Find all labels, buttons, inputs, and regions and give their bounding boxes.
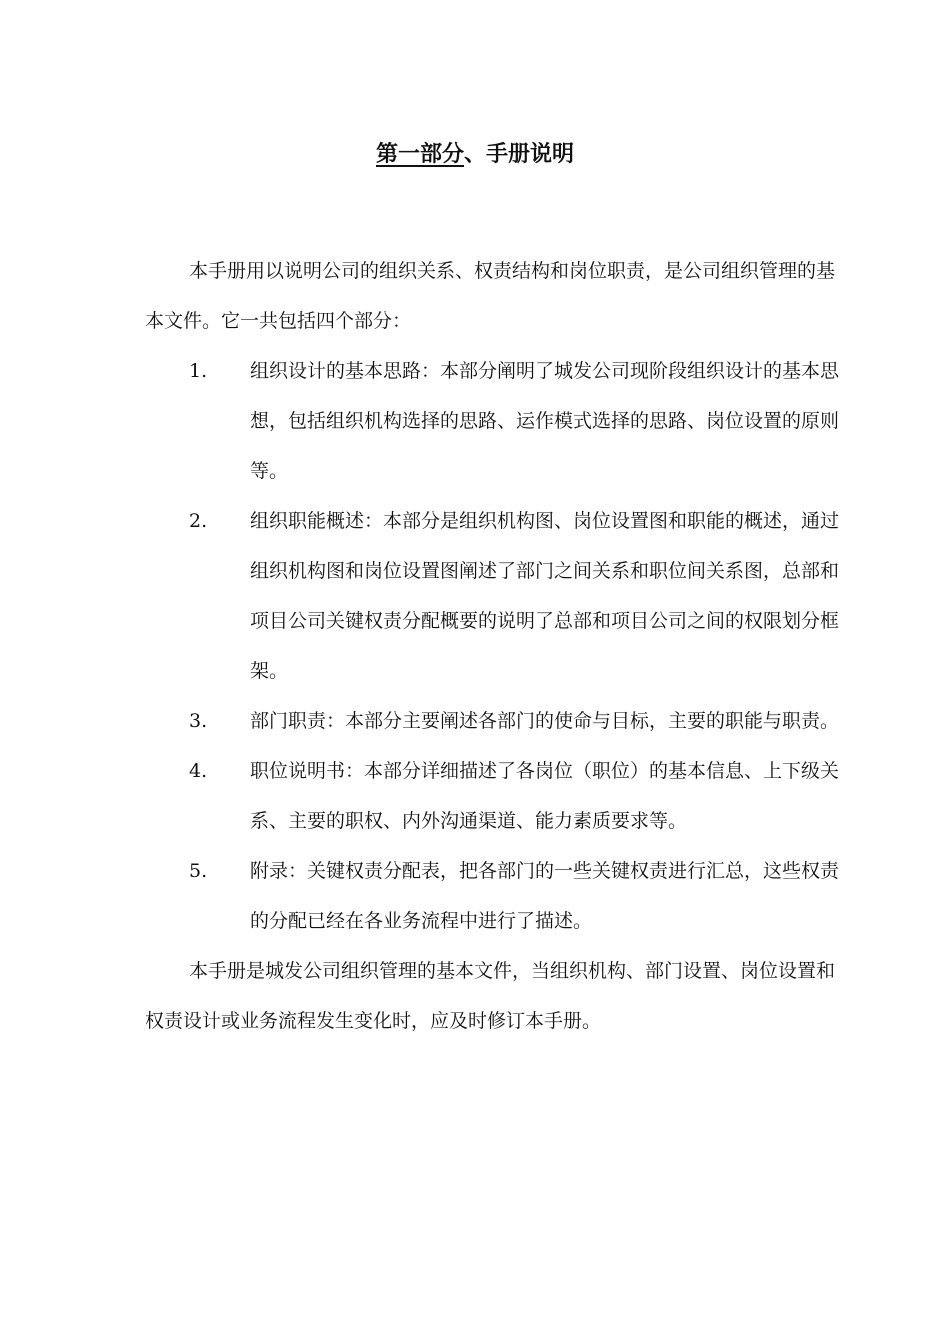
list-item-text: 部门职责：本部分主要阐述各部门的使命与目标，主要的职能与职责。	[250, 710, 840, 732]
page-title	[0, 138, 950, 172]
list-item-number: 1.	[189, 360, 208, 382]
list-item	[145, 496, 845, 696]
list-item-number: 4.	[189, 760, 208, 782]
list-item	[145, 346, 845, 496]
title-rest: 、手册说明	[464, 142, 575, 167]
list-item-text: 附录：关键权责分配表，把各部门的一些关键权责进行汇总，这些权责的分配已经在各业务流程中进行了描述。	[250, 860, 840, 932]
list-item-number: 5.	[189, 860, 208, 882]
section-list	[145, 346, 845, 946]
list-item-number: 2.	[189, 510, 208, 532]
list-item-text: 职位说明书：本部分详细描述了各岗位（职位）的基本信息、上下级关系、主要的职权、内外沟通渠道、能力素质要求等。	[250, 760, 840, 832]
list-item-number: 3.	[189, 710, 208, 732]
list-item-text: 组织设计的基本思路：本部分阐明了城发公司现阶段组织设计的基本思想，包括组织机构选择的思路、运作模式选择的思路、岗位设置的原则等。	[250, 360, 840, 482]
list-item	[145, 746, 845, 846]
list-item	[145, 696, 845, 746]
list-item	[145, 846, 845, 946]
list-item-text: 组织职能概述：本部分是组织机构图、岗位设置图和职能的概述，通过组织机构图和岗位设置图阐述了部门之间关系和职位间关系图，总部和项目公司关键权责分配概要的说明了总部和项目公司之间的权限划分框架。	[250, 510, 840, 682]
intro-paragraph: 本手册用以说明公司的组织关系、权责结构和岗位职责，是公司组织管理的基本文件。它一共包括四个部分：	[145, 260, 836, 332]
title-underlined-part: 第一部分	[375, 142, 464, 167]
closing-paragraph: 本手册是城发公司组织管理的基本文件，当组织机构、部门设置、岗位设置和权责设计或业务流程发生变化时，应及时修订本手册。	[145, 960, 836, 1032]
document-body	[145, 246, 845, 1046]
